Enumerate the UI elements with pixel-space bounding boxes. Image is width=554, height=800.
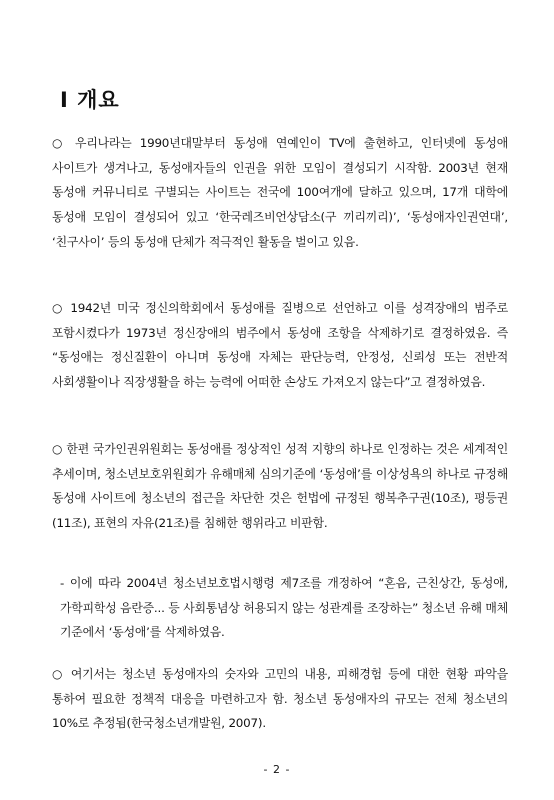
page-number: - 2 - [263, 763, 291, 776]
paragraph-policy-purpose: ○ 여기서는 청소년 동성애자의 숫자와 고민의 내용, 피해경험 등에 대한 현황 파악을 통하여 필요한 정책적 대응을 마련하고자 함. 청소년 동성애자의 규모는 전체 청소년의 10%로 추정됨(한국청소년개발원, 2007). [52, 667, 508, 731]
section-heading: Ⅰ 개요 [60, 88, 120, 112]
paragraph-apa-declassification: ○ 1942년 미국 정신의학회에서 동성애를 질병으로 선언하고 이를 성격장애의 범주로 포함시켰다가 1973년 정신장애의 범주에서 동성애 조항을 삭제하기로 결정하였음. 즉 “동성애는 정신질환이 아니며 동성애 자체는 판단능력, 안정성, 신뢰성 또는 전반적 사회생활이나 직장생활을 하는 능력에 어떠한 손상도 가져오지 않는다”고 결정하였음. [52, 301, 508, 390]
paragraph-human-rights-commission: ○ 한편 국가인권위원회는 동성애를 정상적인 성적 지향의 하나로 인정하는 것은 세계적인 추세이며, 청소년보호위원회가 유해매체 심의기준에 ‘동성애’를 이상성욕의 하나로 규정해 동성애 사이트에 청소년의 접근을 차단한 것은 헌법에 규정된 행복추구권(10조), 평등권(11조), 표현의 자유(21조)를 침해한 행위라고 비판함. [52, 442, 508, 531]
paragraph-youth-protection-amendment: - 이에 따라 2004년 청소년보호법시행령 제7조를 개정하여 “혼음, 근친상간, 동성애, 가학피학성 음란증... 등 사회통념상 허용되지 않는 성관계를 조장하는” 청소년 유해 매체 기준에서 ‘동성애’를 삭제하였음. [60, 576, 508, 640]
paragraph-gay-community-history: ○ 우리나라는 1990년대말부터 동성애 연예인이 TV에 출현하고, 인터넷에 동성애 사이트가 생겨나고, 동성애자들의 인권을 위한 모임이 결성되기 시작함. 2003년 현재 동성애 커뮤니티로 구별되는 사이트는 전국에 100여개에 달하고 있으며, 17개 대학에 동성애 모임이 결성되어 있고 ‘한국레즈비언상담소(구 끼리끼리)’, ‘동성애자인권연대’, ‘친구사이’ 등의 동성애 단체가 적극적인 활동을 벌이고 있음. [52, 136, 508, 249]
